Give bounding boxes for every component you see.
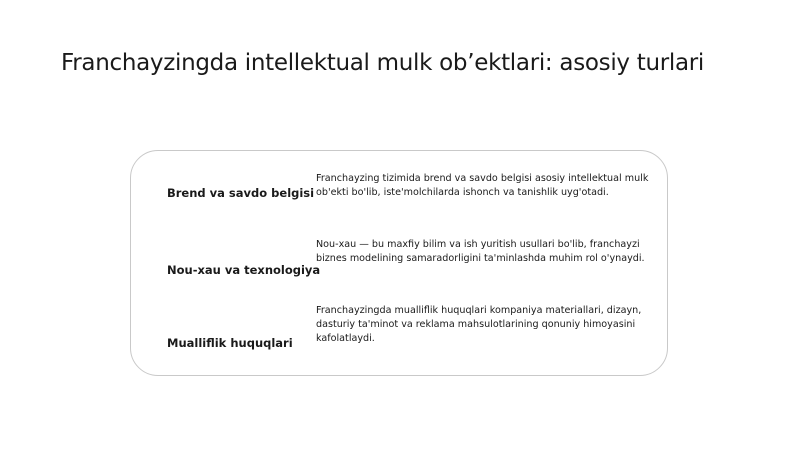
row-label-brand: Brend va savdo belgisi: [167, 186, 315, 200]
slide-title: Franchayzingda intellektual mulk ob’ektlari: asosiy turlari: [61, 50, 705, 76]
row-label-copyright: Mualliflik huquqlari: [167, 336, 293, 350]
row-description-brand: Franchayzing tizimida brend va savdo belgisi asosiy intellektual mulk ob'ekti bo'lib, iste'molchilarda ishonch va tanishlik uyg'otadi.: [316, 173, 649, 198]
row-description-copyright: Franchayzingda mualliflik huquqlari kompaniya materiallari, dizayn, dasturiy ta'minot va reklama mahsulotlarining qonuniy himoyasini kafolatlaydi.: [316, 305, 642, 344]
row-description-know-how: Nou-xau — bu maxfiy bilim va ish yuritish usullari bo'lib, franchayzi biznes modelining samaradorligini ta'minlashda muhim rol o'ynaydi.: [316, 239, 645, 264]
content-card: [130, 150, 668, 376]
row-label-know-how: Nou-xau va texnologiya: [167, 263, 321, 277]
